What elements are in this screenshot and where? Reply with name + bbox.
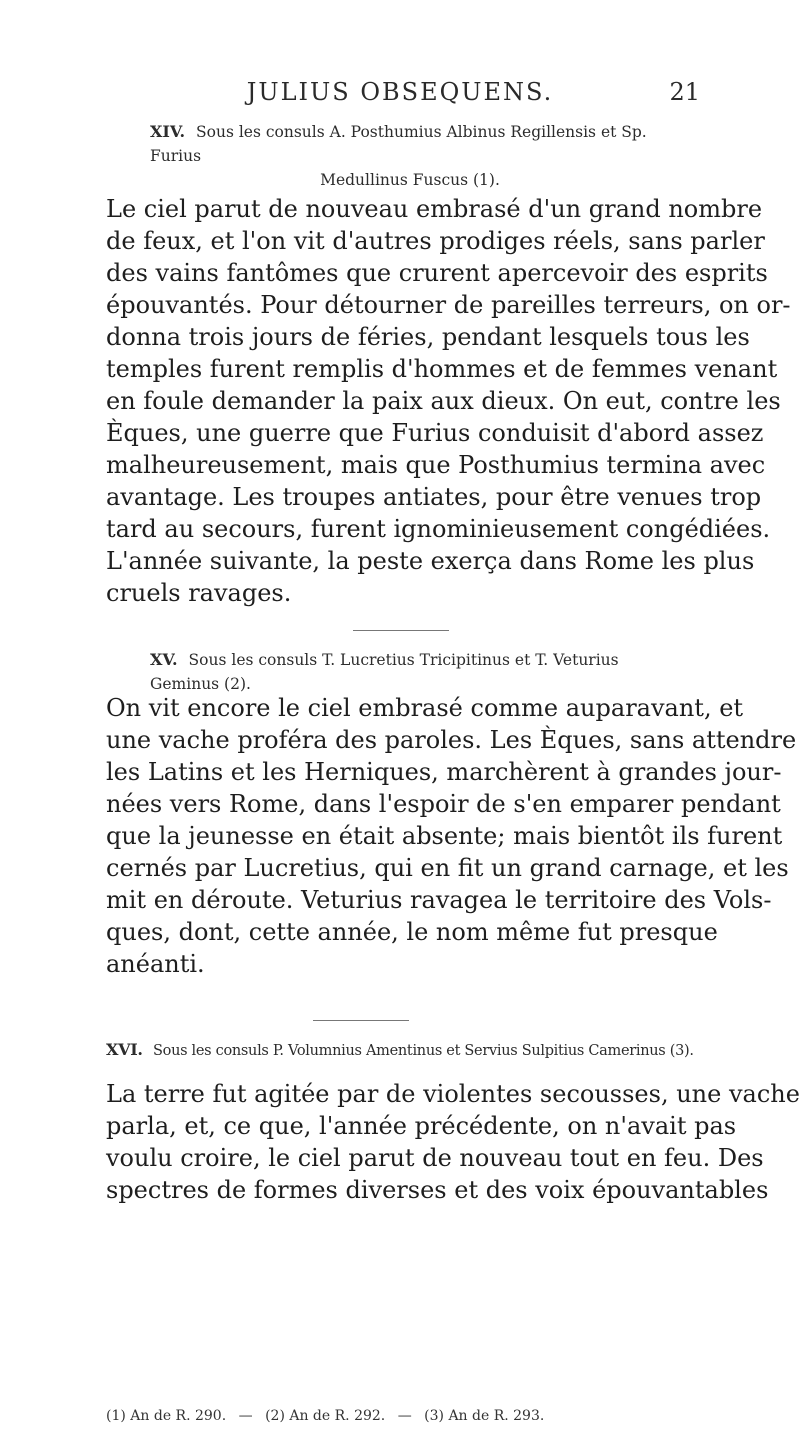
text-line: On vit encore le ciel embrasé comme auparavant, et [106,694,744,722]
section-divider [313,1020,409,1021]
text-line: donna trois jours de féries, pendant lesquels tous les [106,323,750,351]
section-divider [353,630,449,631]
text-line: cruels ravages. [106,579,292,607]
footnote-1: (1) An de R. 290. [106,1408,227,1424]
running-head [0,78,800,108]
heading-line: Sous les consuls P. Volumnius Amentinus et Servius Sulpitius Camerinus (3). [153,1043,694,1059]
text-line: épouvantés. Pour détourner de pareilles terreurs, on or- [106,291,791,319]
text-line: La terre fut agitée par de violentes secousses, une vache [106,1080,800,1108]
text-line: spectres de formes diverses et des voix épouvantables [106,1176,769,1204]
text-line: parla, et, ce que, l'année précédente, on n'avait pas [106,1112,737,1140]
section-xvi-heading [106,1038,706,1063]
section-number: XVI. [106,1040,143,1059]
footnote-separator: — [238,1408,253,1424]
text-line: cernés par Lucretius, qui en fit un grand carnage, et les [106,854,789,882]
text-line: mit en déroute. Veturius ravagea le territoire des Vols- [106,886,772,914]
footnote-separator: — [397,1408,412,1424]
text-line: les Latins et les Herniques, marchèrent à grandes jour- [106,758,782,786]
text-line: tard au secours, furent ignominieusement congédiées. [106,515,771,543]
text-line: Èques, une guerre que Furius conduisit d'abord assez [106,419,764,447]
heading-line: Sous les consuls A. Posthumius Albinus Regillensis et Sp. Furius [150,123,647,165]
section-xv-paragraph [106,692,797,980]
running-title: JULIUS OBSEQUENS. [246,78,554,106]
section-xiv-heading [130,120,690,192]
section-number: XIV. [150,122,186,141]
footnote-3: (3) An de R. 293. [424,1408,545,1424]
text-line: malheureusement, mais que Posthumius termina avec [106,451,766,479]
text-line: une vache proféra des paroles. Les Èques, sans attendre [106,726,797,754]
section-xvi-paragraph [106,1078,800,1206]
footnote-2: (2) An de R. 292. [265,1408,386,1424]
heading-line: Medullinus Fuscus (1). [320,171,500,189]
text-line: des vains fantômes que crurent apercevoir des esprits [106,259,768,287]
footnotes [106,1408,552,1424]
page-number: 21 [669,78,700,106]
text-line: ques, dont, cette année, le nom même fut presque [106,918,718,946]
text-line: temples furent remplis d'hommes et de femmes venant [106,355,778,383]
text-line: voulu croire, le ciel parut de nouveau tout en feu. Des [106,1144,764,1172]
text-line: Le ciel parut de nouveau embrasé d'un grand nombre [106,195,763,223]
section-number: XV. [150,650,178,669]
text-line: nées vers Rome, dans l'espoir de s'en emparer pendant [106,790,781,818]
text-line: de feux, et l'on vit d'autres prodiges réels, sans parler [106,227,765,255]
section-xv-heading [150,648,670,696]
text-line: anéanti. [106,950,205,978]
text-line: que la jeunesse en était absente; mais bientôt ils furent [106,822,783,850]
heading-line: Sous les consuls T. Lucretius Tricipitinus et T. Veturius Geminus (2). [150,651,619,693]
text-line: L'année suivante, la peste exerça dans Rome les plus [106,547,755,575]
text-line: avantage. Les troupes antiates, pour être venues trop [106,483,762,511]
section-xiv-paragraph [106,193,791,609]
text-line: en foule demander la paix aux dieux. On eut, contre les [106,387,781,415]
